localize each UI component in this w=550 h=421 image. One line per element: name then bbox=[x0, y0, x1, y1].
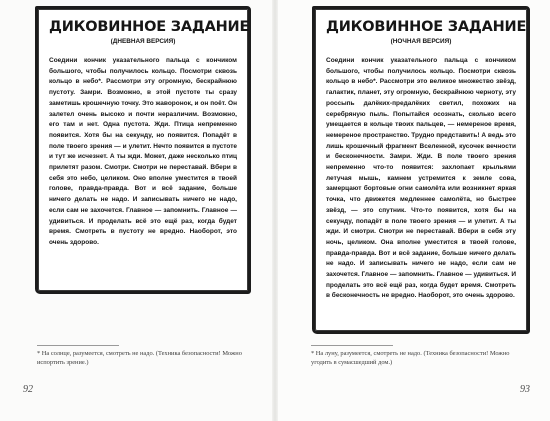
night-version-title: ДИКОВИННОЕ ЗАДАНИЕ bbox=[326, 19, 527, 35]
night-version-frame bbox=[312, 6, 530, 334]
night-version-body: Соедини кончик указательного пальца с кончиком большого, чтобы получилось кольцо. Посмотри сквозь кольцо в небо*. Рассмотри это великое множество звёзд, галактик, планет, эту огромную, бескрайнюю черноту, эту россыпь далёких-предалёких светил, похожих на серебряную пыль. Попытайся осознать, сколько всего умещается в кольце твоих пальцев, — немереное время, немереное пространство. Трудно представить! А ведь это лишь крошечный фрагмент Вселенной, кусочек вечности и бесконечности. Замри. Жди. В поле твоего зрения непременно что-то появится: захлопает крыльями летучая мышь, камнем устремится к земле сова, замерцают бортовые огни самолёта или возникнет яркая точка, что движется медленнее самолёта, но быстрее звёзд, — это спутник. Что-то появится, хотя бы на секунду, попадёт в поле твоего зрения — и улетит. А ты жди. И смотри. Смотри не переставай. Вбери в себя эту ночь, целиком. Она вполне уместится в твоей голове, правда-правда. Вот и всё задание, больше ничего делать не надо. И записывать ничего не надо, если сам не захочется. Главное — запомнить. Главное — удивиться. И проделать это всё ещё раз, когда будет время. Смотреть в бесконечность не вредно. Наоборот, это очень здорово. bbox=[326, 57, 516, 300]
right-page bbox=[275, 0, 550, 421]
day-version-frame bbox=[35, 6, 251, 294]
right-footnote-rule bbox=[311, 345, 393, 346]
right-page-number: 93 bbox=[520, 384, 530, 395]
day-version-body: Соедини кончик указательного пальца с кончиком большого, чтобы получилось кольцо. Посмотри сквозь кольцо в небо*. Рассмотри эту огромную, бескрайнюю пустоту. Замри. Возможно, в этой пустоте ты сразу заметишь крошечную точку. Это жаворонок, и он поёт. Он залетел очень высоко и почти неразличим. Возможно, его там и нет. Одна пустота. Жди. Птица непременно появится. Хотя бы на секунду, но появится. Попадёт в поле твоего зрения — и улетит. Нечто появится в пустоте и тут же исчезнет. А ты жди. Может, даже несколько птиц прилетят разом. Смотри. Смотри не переставай. Вбери в себя это небо, целиком. Оно вполне уместится в твоей голове, правда-правда. Вот и всё задание, больше ничего делать не надо. И записывать ничего не надо, если сам не захочется. Главное — запомнить. Главное — удивиться. И проделать всё это ещё раз, когда будет время. Смотреть в пустоту не вредно. Наоборот, это очень здорово. bbox=[49, 57, 237, 246]
day-version-subtitle: (ДНЕВНАЯ ВЕРСИЯ) bbox=[110, 38, 176, 45]
left-footnote-rule bbox=[37, 345, 119, 346]
left-page-number: 92 bbox=[23, 384, 33, 395]
night-version-subtitle: (НОЧНАЯ ВЕРСИЯ) bbox=[390, 38, 452, 45]
day-version-title: ДИКОВИННОЕ ЗАДАНИЕ bbox=[49, 19, 250, 35]
right-footnote: * На луну, разумеется, смотреть не надо. (Техника безопасности! Можно угодить в сумасшедший дом.) bbox=[311, 350, 510, 366]
book-spine bbox=[272, 0, 278, 421]
left-footnote: * На солнце, разумеется, смотреть не надо. (Техника безопасности! Можно испортить зрение.) bbox=[37, 350, 242, 366]
